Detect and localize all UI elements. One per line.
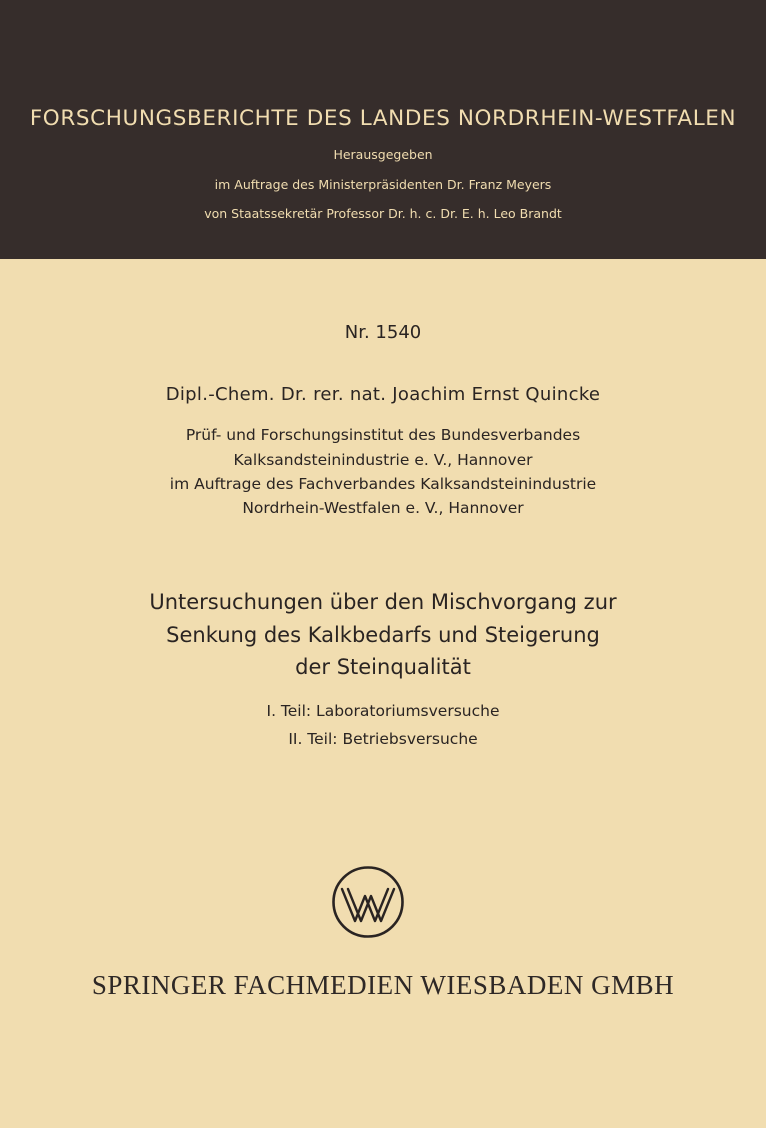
- book-title-line: Untersuchungen über den Mischvorgang zur: [149, 590, 617, 614]
- affiliation-line: im Auftrage des Fachverbandes Kalksandsteinindustrie: [169, 475, 597, 493]
- editor-line: Herausgegeben: [333, 147, 433, 162]
- editor-line: von Staatssekretär Professor Dr. h. c. Dr. E. h. Leo Brandt: [204, 206, 562, 221]
- header-band: [0, 0, 766, 259]
- part-line: II. Teil: Betriebsversuche: [288, 730, 478, 748]
- affiliation-line: Nordrhein-Westfalen e. V., Hannover: [242, 499, 524, 517]
- publisher-name: SPRINGER FACHMEDIEN WIESBADEN GMBH: [91, 970, 675, 1000]
- book-title-line: Senkung des Kalkbedarfs und Steigerung: [166, 623, 600, 647]
- affiliation-line: Kalksandsteinindustrie e. V., Hannover: [233, 451, 533, 469]
- affiliation-line: Prüf- und Forschungsinstitut des Bundesverbandes: [185, 426, 581, 444]
- series-title: FORSCHUNGSBERICHTE DES LANDES NORDRHEIN-WESTFALEN: [29, 106, 737, 131]
- volume-number: Nr. 1540: [344, 322, 422, 343]
- book-title-line: der Steinqualität: [295, 655, 471, 679]
- author-name: Dipl.-Chem. Dr. rer. nat. Joachim Ernst Quincke: [165, 384, 601, 405]
- part-line: I. Teil: Laboratoriumsversuche: [266, 702, 500, 720]
- editor-line: im Auftrage des Ministerpräsidenten Dr. Franz Meyers: [214, 177, 552, 192]
- publisher-w-logo-icon: [330, 864, 406, 940]
